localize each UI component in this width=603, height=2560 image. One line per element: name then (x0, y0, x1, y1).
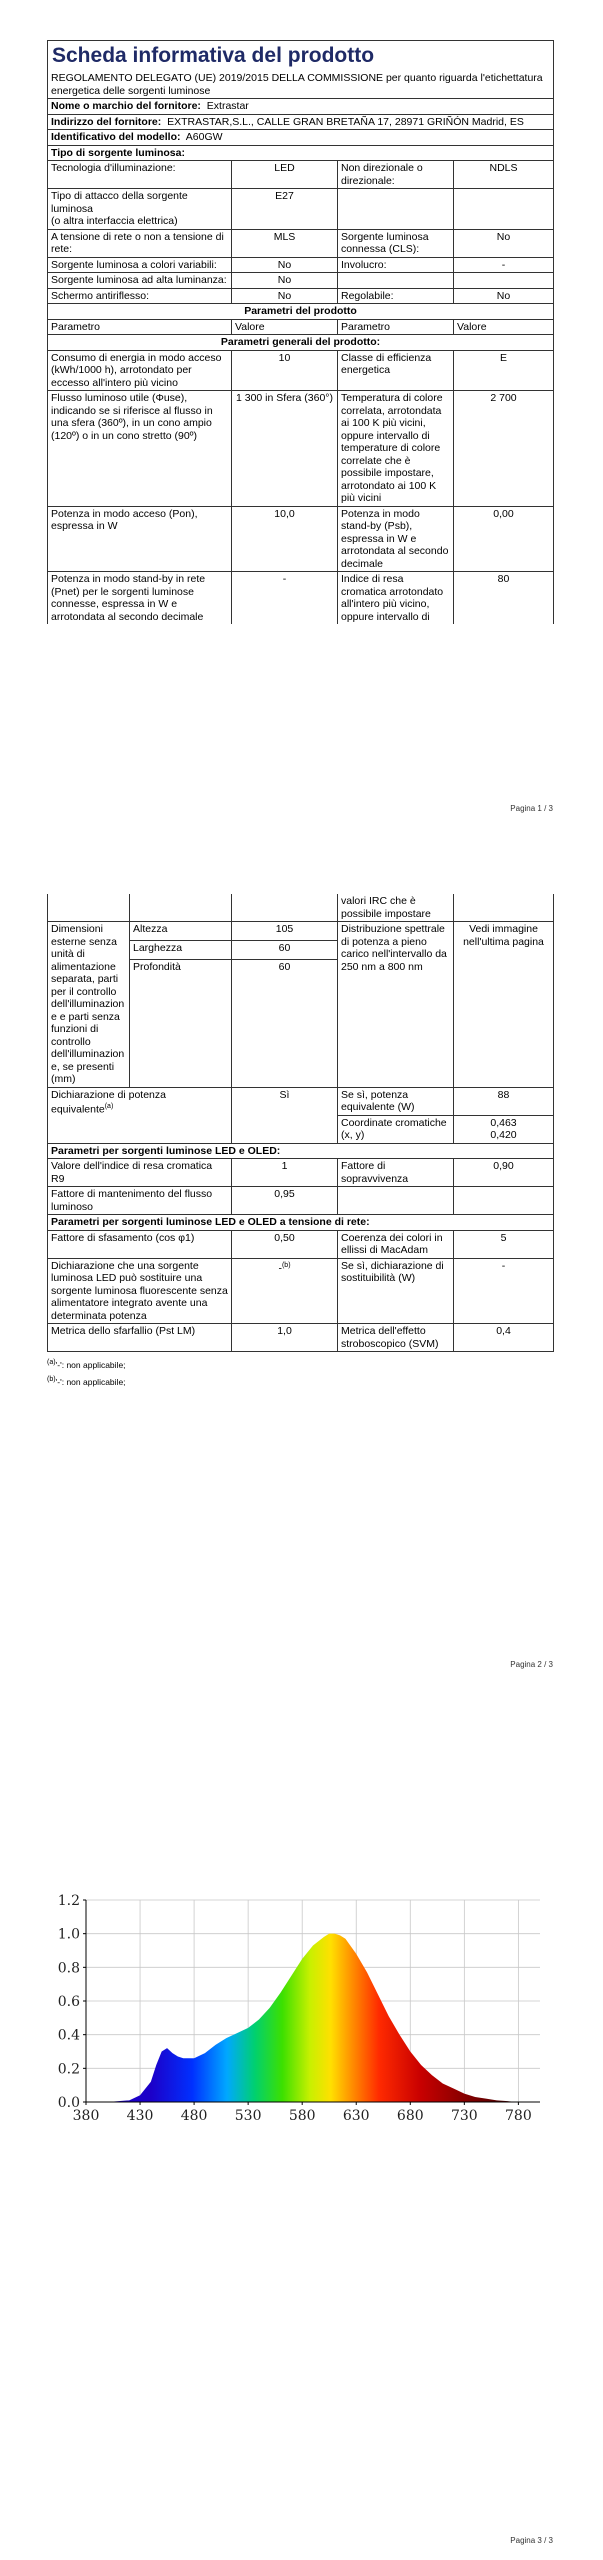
y-tick-label: 1.2 (57, 1893, 80, 1909)
y-tick-label: 0.8 (57, 1960, 80, 1977)
page-1 (0, 0, 603, 820)
footnote-b: $^{(b)}$'-': non applicabile; (47, 1374, 126, 1387)
table-row: Dimensioni esterne senza unità di alimentazione separata, parti per il controllo dell'illuminazione e parti senza funzioni di controllo dell'illuminazione, se presenti (mm) Altezza 105 Distribuzione spettrale di potenza a pieno carico nell'intervallo da 250 nm a 800 nm Vedi immagine nell'ultima pagina (48, 922, 554, 941)
supplier-name: Nome o marchio del fornitore: Extrastar (48, 99, 554, 115)
table-row: Tecnologia d'illuminazione: LED Non direzionale o direzionale: NDLS (48, 161, 554, 189)
model-identifier: Identificativo del modello: A60GW (48, 130, 554, 146)
x-tick-label: 380 (72, 2108, 100, 2124)
table-row: Metrica dello sfarfallio (Pst LM) 1,0 Metrica dell'effetto stroboscopico (SVM) 0,4 (48, 1324, 554, 1352)
table-row: Dichiarazione che una sorgente luminosa LED può sostituire una sorgente luminosa fluorescente senza alimentatore integrato avente una determinata potenza -$^{(b)}$ Se sì, dichiarazione di sostituibilità (W) - (48, 1258, 554, 1324)
x-tick-label: 680 (396, 2108, 424, 2124)
x-tick-label: 530 (234, 2108, 262, 2124)
source-type-header: Tipo di sorgente luminosa: (48, 145, 554, 161)
page-number: Pagina 2 / 3 (510, 1660, 553, 1669)
table-row: Profondità 60 (48, 959, 554, 1087)
table-row: Larghezza 60 (48, 940, 554, 959)
table-row: Valore dell'indice di resa cromatica R9 1 Fattore di sopravvivenza 0,90 (48, 1159, 554, 1187)
product-params-header: Parametri del prodotto (48, 304, 554, 320)
mains-header: Parametri per sorgenti luminose LED e OLED a tensione di rete: (48, 1215, 554, 1231)
table-row: Sorgente luminosa a colori variabili: No Involucro: - (48, 257, 554, 273)
table-row: Potenza in modo acceso (Pon), espressa in W 10,0 Potenza in modo stand-by (Psb), espressa in W e arrotondata al secondo decimale 0,00 (48, 506, 554, 572)
led-oled-header: Parametri per sorgenti luminose LED e OLED: (48, 1143, 554, 1159)
page-2 (0, 820, 603, 1670)
page-number: Pagina 1 / 3 (510, 804, 553, 813)
table-row: Schermo antiriflesso: No Regolabile: No (48, 288, 554, 304)
table-row: Coordinate cromatiche (x, y) 0,463 0,420 (48, 1115, 554, 1143)
supplier-address: Indirizzo del fornitore: EXTRASTAR,S.L., CALLE GRAN BRETAÑA 17, 28971 GRIÑÓN Madrid, ES (48, 114, 554, 130)
sheet-title: Scheda informativa del prodotto (48, 41, 554, 72)
page-number: Pagina 3 / 3 (510, 2536, 553, 2545)
table-row: Fattore di mantenimento del flusso luminoso 0,95 (48, 1187, 554, 1215)
table-row: Dichiarazione di potenza equivalente$^{(a)}$ Sì Se sì, potenza equivalente (W) 88 (48, 1087, 554, 1115)
y-tick-label: 0.6 (57, 1994, 80, 2010)
footnote-a: $^{(a)}$'-': non applicabile; (47, 1358, 126, 1370)
table-row: Consumo di energia in modo acceso (kWh/1000 h), arrotondato per eccesso all'intero più vicino 10 Classe di efficienza energetica E (48, 350, 554, 391)
x-tick-label: 630 (342, 2108, 370, 2124)
general-params-header: Parametri generali del prodotto: (48, 335, 554, 351)
table-row: valori IRC che è possibile impostare (48, 894, 554, 922)
x-tick-label: 730 (450, 2108, 478, 2124)
spectrum-series-area (86, 1934, 518, 2102)
table-row: Flusso luminoso utile (Φuse), indicando se si riferisce al flusso in una sfera (360º), in un cono ampio (120º) o in un cono stretto (90º) 1 300 in Sfera (360°) Temperatura di colore correlata, arrotondata ai 100 K più vicini, oppure intervallo di temperature di colore correlate che è possibile impostare, arrotondato ai 100 K più vicini 2 700 (48, 391, 554, 507)
product-sheet-table-1 (47, 40, 553, 624)
page-3 (0, 1670, 603, 2560)
table-row: A tensione di rete o non a tensione di rete: MLS Sorgente luminosa connessa (CLS): No (48, 229, 554, 257)
y-tick-label: 0.0 (57, 2095, 80, 2111)
x-tick-label: 430 (126, 2108, 154, 2124)
x-tick-label: 480 (180, 2108, 208, 2124)
y-tick-label: 0.2 (57, 2061, 80, 2078)
y-tick-label: 1.0 (57, 1926, 80, 1943)
y-tick-label: 0.4 (57, 2027, 80, 2044)
product-sheet-table-2 (47, 894, 553, 1389)
spectral-power-distribution-chart (50, 1888, 550, 2128)
table-row: Tipo di attacco della sorgente luminosa (o altra interfaccia elettrica) E27 (48, 189, 554, 230)
x-tick-label: 580 (288, 2108, 316, 2124)
table-row: Potenza in modo stand-by in rete (Pnet) per le sorgenti luminose connesse, espressa in W e arrotondata al secondo decimale - Indice di resa cromatica arrotondato all'intero più vicino, oppure intervallo di 80 (48, 572, 554, 625)
table-row: Sorgente luminosa ad alta luminanza: No (48, 273, 554, 289)
table-row: Fattore di sfasamento (cos φ1) 0,50 Coerenza dei colori in ellissi di MacAdam 5 (48, 1230, 554, 1258)
regulation-text: REGOLAMENTO DELEGATO (UE) 2019/2015 DELLA COMMISSIONE per quanto riguarda l'etichettatura energetica delle sorgenti luminose (48, 71, 554, 99)
x-tick-label: 780 (505, 2108, 532, 2124)
table-header-row: Parametro Valore Parametro Valore (48, 319, 554, 335)
